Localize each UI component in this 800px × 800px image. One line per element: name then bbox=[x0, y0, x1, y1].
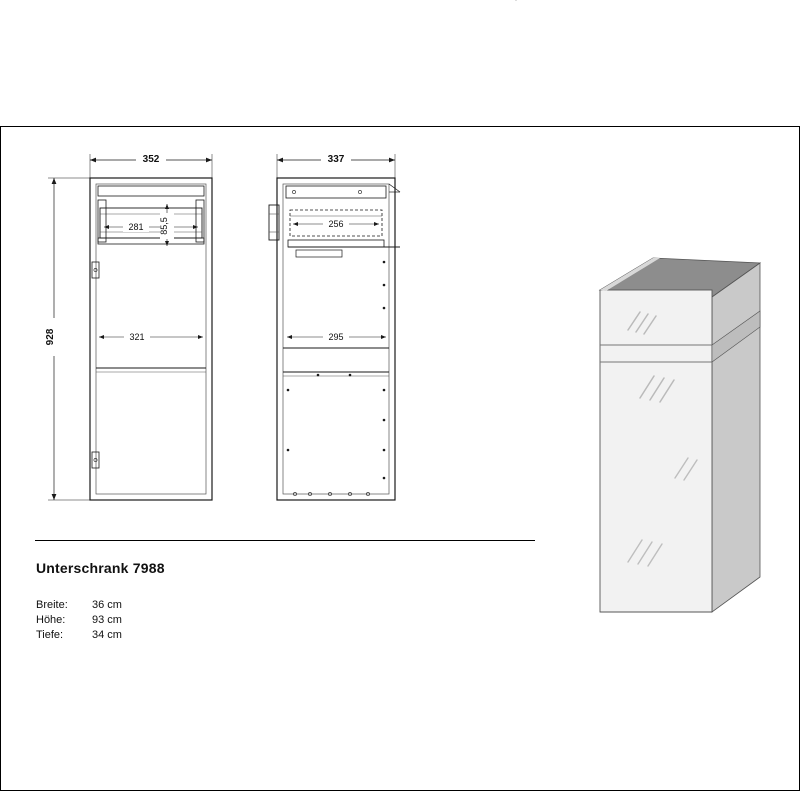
front-elevation-view bbox=[44, 152, 212, 500]
side-section-view bbox=[269, 152, 400, 500]
page-title: Unterschrank 7988 bbox=[36, 560, 165, 576]
dim-drawer-inner-width: 281 bbox=[128, 222, 144, 232]
dim-side-width: 337 bbox=[327, 154, 345, 165]
spec-label-tiefe: Tiefe: bbox=[36, 629, 64, 641]
spec-label-hoehe: Höhe: bbox=[36, 614, 66, 626]
spec-value-tiefe: 34 cm bbox=[92, 629, 122, 641]
dim-side-shelf-inner: 295 bbox=[328, 332, 344, 342]
dim-front-height: 928 bbox=[45, 328, 56, 346]
dim-shelf-inner-width: 321 bbox=[129, 332, 145, 342]
dim-front-width: 352 bbox=[142, 154, 160, 165]
spec-row-breite bbox=[36, 598, 456, 613]
dim-drawer-height: 85,5 bbox=[159, 217, 169, 235]
spec-row-hoehe bbox=[36, 613, 456, 628]
spec-value-breite: 36 cm bbox=[92, 599, 122, 611]
spec-value-hoehe: 93 cm bbox=[92, 614, 122, 626]
dim-side-drawer-inner: 256 bbox=[328, 219, 344, 229]
title-block bbox=[36, 560, 456, 643]
spec-row-tiefe bbox=[36, 628, 456, 643]
spec-label-breite: Breite: bbox=[36, 599, 68, 611]
perspective-view bbox=[516, 0, 760, 612]
